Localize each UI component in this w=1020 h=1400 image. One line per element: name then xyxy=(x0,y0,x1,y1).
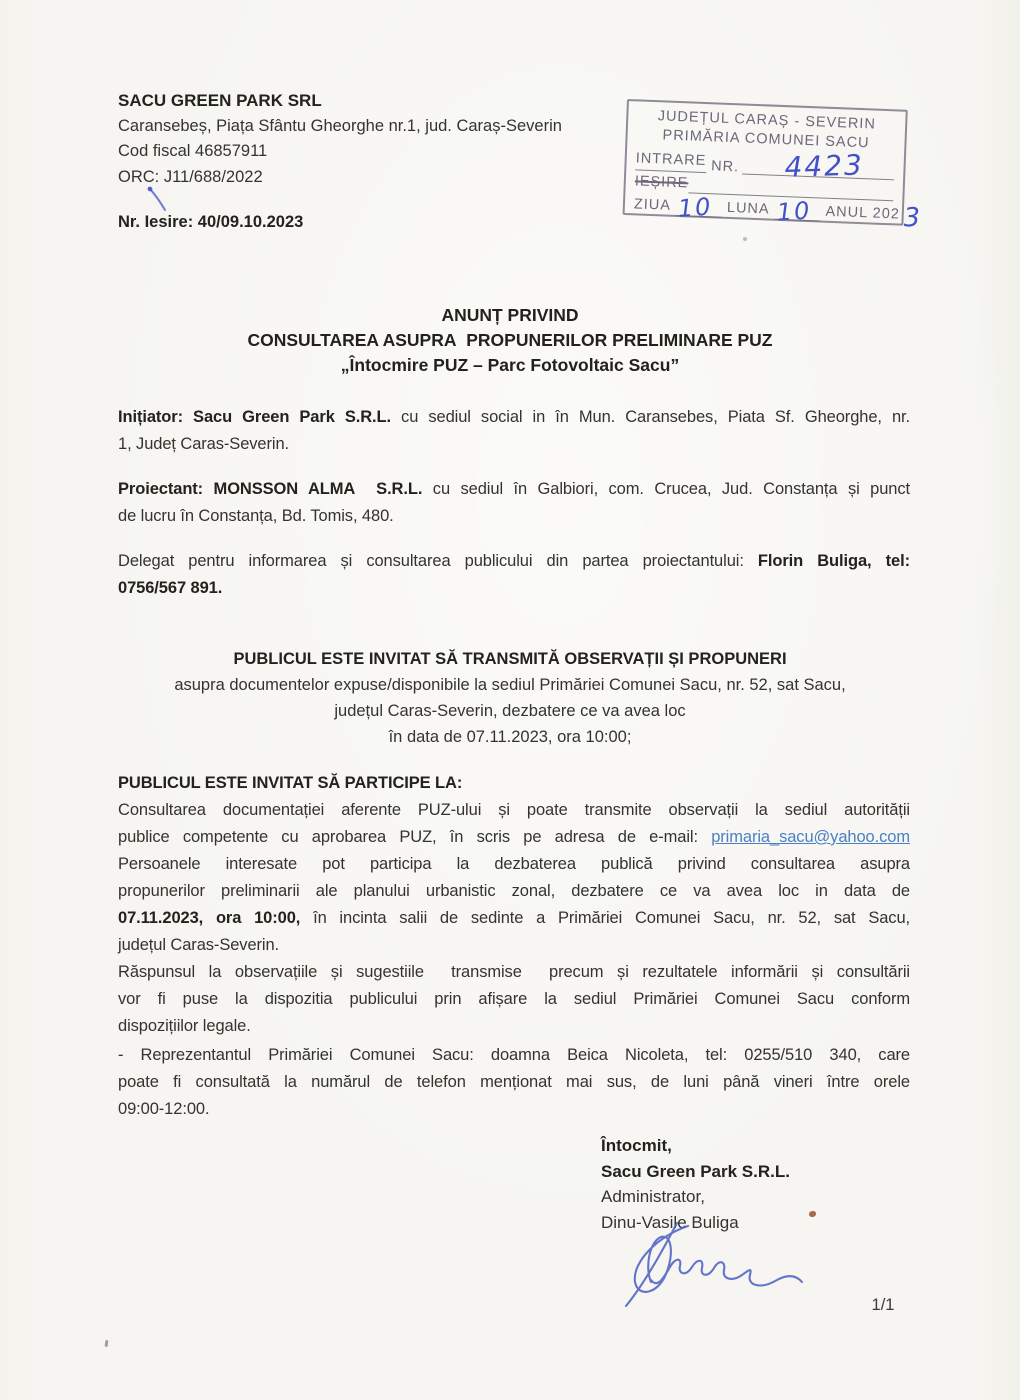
designer-text: cu sediul în Galbiori, com. Crucea, Jud. Constanța și punct xyxy=(422,480,910,498)
debate-line-2: propunerilor preliminarii ale planului urbanistic zonal, dezbatere ce va avea loc in data de xyxy=(118,882,910,900)
email-link[interactable]: primaria_sacu@yahoo.com xyxy=(711,828,910,846)
invitation-transmit-section xyxy=(112,646,908,750)
stamp-hall: PRIMĂRIA COMUNEI SACU xyxy=(662,127,870,152)
company-orc: ORC: J11/688/2022 xyxy=(118,167,263,186)
representative-line-1: - Reprezentantul Primăriei Comunei Sacu: doamna Beica Nicoleta, tel: 0255/510 340, care xyxy=(118,1046,910,1064)
answer-line-3: dispozițiilor legale. xyxy=(118,1017,251,1035)
representative-line-3: 09:00-12:00. xyxy=(118,1100,210,1118)
intro-paragraphs xyxy=(118,404,910,620)
scan-speck xyxy=(743,237,747,241)
stamp-day-label: ZIUA xyxy=(633,196,672,214)
paragraph-delegate xyxy=(118,548,910,602)
signoff-role: Administrator, xyxy=(601,1187,705,1206)
consultation-line-2: publice competente cu aprobarea PUZ, în scris pe adresa de e-mail: xyxy=(118,828,712,846)
signoff-name: Dinu-Vasile Buliga xyxy=(601,1212,739,1232)
ink-speck-icon xyxy=(145,184,171,214)
company-name: SACU GREEN PARK SRL xyxy=(118,91,322,110)
debate-line-4: județul Caras-Severin. xyxy=(118,936,280,954)
stamp-year-value: 3 xyxy=(903,202,923,234)
title-line-2: CONSULTAREA ASUPRA PROPUNERILOR PRELIMINARE PUZ xyxy=(247,330,773,350)
stamp-exit-label: IEȘIRE xyxy=(634,173,689,192)
stamp-day-line xyxy=(676,192,723,223)
letterhead xyxy=(118,88,658,236)
invite-line-2: județul Caras-Severin, dezbatere ce va avea loc xyxy=(334,702,686,720)
exit-number: Nr. Iesire: 40/09.10.2023 xyxy=(118,213,304,231)
participate-heading: PUBLICUL ESTE INVITAT SĂ PARTICIPE LA: xyxy=(118,774,463,792)
stamp-year-label: ANUL 202 xyxy=(825,203,901,223)
stamp-county: JUDEȚUL CARAȘ - SEVERIN xyxy=(657,108,877,133)
stamp-nr-value: 4423 xyxy=(784,148,865,184)
title-line-1: ANUNȚ PRIVIND xyxy=(441,305,579,325)
stamp-nr-label: NR. xyxy=(710,158,740,176)
stamp-day-value: 10 xyxy=(677,192,714,223)
debate-line-3: în incinta salii de sedinte a Primăriei Comunei Sacu, nr. 52, sat Sacu, xyxy=(300,909,911,927)
document-title xyxy=(0,303,1020,378)
consultation-line-1: Consultarea documentației aferente PUZ-ului și poate transmite observații la sediul autorității xyxy=(118,801,910,819)
signature-scribble-icon xyxy=(600,1222,810,1310)
stamp-month-value: 10 xyxy=(775,196,812,227)
debate-date: 07.11.2023, ora 10:00, xyxy=(118,909,301,927)
company-address: Caransebeș, Piața Sfântu Gheorghe nr.1, jud. Caraș-Severin xyxy=(118,116,562,135)
registry-stamp xyxy=(623,99,923,234)
signature-block xyxy=(601,1133,790,1235)
initiator-text-2: 1, Județ Caras-Severin. xyxy=(118,435,290,453)
stamp-entry-label: INTRARE xyxy=(635,149,706,173)
paragraph-initiator xyxy=(118,404,910,458)
debate-line-1: Persoanele interesate pot participa la dezbaterea publică privind consultarea asupra xyxy=(118,855,910,873)
signoff-prepared-by: Întocmit, xyxy=(601,1136,672,1155)
paragraph-designer xyxy=(118,476,910,530)
representative-paragraph xyxy=(118,1042,910,1123)
invite-line-3: în data de 07.11.2023, ora 10:00; xyxy=(388,728,632,746)
participation-section xyxy=(118,770,910,1040)
page-number: 1/1 xyxy=(871,1296,895,1314)
company-fiscal-code: Cod fiscal 46857911 xyxy=(118,142,268,160)
delegate-text: Delegat pentru informarea și consultarea publicului din partea proiectantului: xyxy=(118,552,758,570)
ink-dot xyxy=(809,1211,816,1217)
answer-line-2: vor fi puse la dispozitia publicului prin afișare la sediul Primăriei Comunei Sacu conform xyxy=(118,990,910,1008)
stamp-year-line xyxy=(903,202,923,234)
answer-line-1: Răspunsul la observațiile și sugestiile transmise precum și rezultatele informării și consultării xyxy=(118,963,910,981)
delegate-contact: Florin Buliga, tel: xyxy=(757,552,910,570)
initiator-text: cu sediul social in în Mun. Caransebes, Piata Sf. Gheorghe, nr. xyxy=(391,408,911,426)
scan-speck-bottom xyxy=(105,1340,109,1347)
signoff-company: Sacu Green Park S.R.L. xyxy=(601,1161,790,1181)
stamp-month-label: LUNA xyxy=(726,199,770,218)
designer-label: Proiectant: MONSSON ALMA S.R.L. xyxy=(118,480,423,498)
invite-heading: PUBLICUL ESTE INVITAT SĂ TRANSMITĂ OBSERVAȚII ȘI PROPUNERI xyxy=(233,650,787,668)
representative-line-2: poate fi consultată la numărul de telefon menționat mai sus, de luni până vineri între orele xyxy=(118,1073,910,1091)
title-line-3: „Întocmire PUZ – Parc Fotovoltaic Sacu” xyxy=(340,355,680,375)
designer-text-2: de lucru în Constanța, Bd. Tomis, 480. xyxy=(118,507,394,525)
initiator-label: Inițiator: Sacu Green Park S.R.L. xyxy=(118,408,391,426)
invite-line-1: asupra documentelor expuse/disponibile la sediul Primăriei Comunei Sacu, nr. 52, sat Sacu, xyxy=(174,676,846,694)
delegate-phone: 0756/567 891. xyxy=(118,579,223,597)
stamp-month-line xyxy=(774,196,821,227)
